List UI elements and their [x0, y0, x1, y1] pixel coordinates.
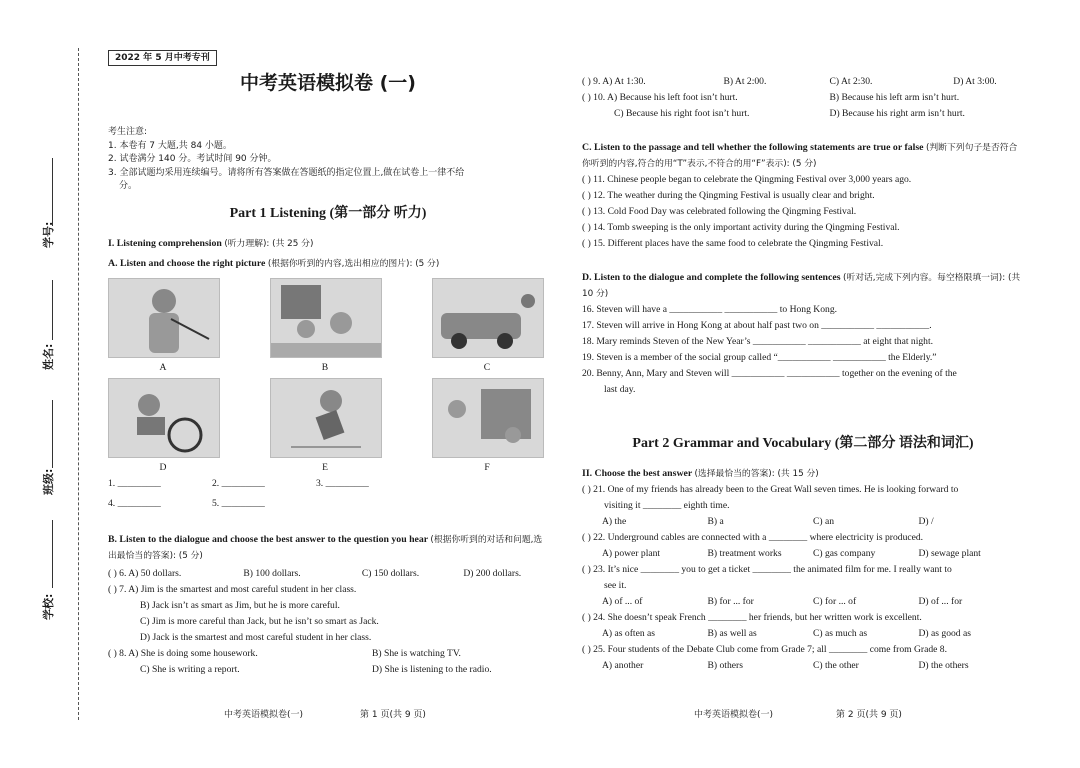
section-b-title: B. Listen to the dialogue and choose the best answer to the question you hear	[108, 533, 428, 545]
notice-line: 分。	[119, 181, 138, 191]
q22-stem: ( ) 22. Underground cables are connected with a ________ where electricity is produced.	[582, 532, 924, 543]
blank-2: 2. _________	[212, 477, 265, 489]
q21-option-c: C) an	[813, 516, 835, 527]
q7-option-b: B) Jack isn’t as smart as Jim, but he is more careful.	[140, 599, 340, 611]
question-23	[582, 562, 1024, 610]
question-14: ( ) 14. Tomb sweeping is the only important activity during the Qingming Festival.	[582, 222, 900, 233]
picture-b-family-window	[270, 278, 382, 358]
question-6	[108, 566, 548, 582]
q9-option-b: B) At 2:00.	[723, 76, 767, 87]
question-16: 16. Steven will have a ___________ ___________ to Hong Kong.	[582, 304, 838, 315]
q24-stem: ( ) 24. She doesn’t speak French ________ her friends, but her written work is excellent.	[582, 612, 922, 623]
picture-a-label: A	[159, 361, 167, 373]
q7-option-a: ( ) 7. A) Jim is the smartest and most careful student in her class.	[108, 583, 357, 595]
q22-option-a: A) power plant	[602, 548, 661, 559]
q24-option-c: C) as much as	[813, 628, 868, 639]
picture-d-label: D	[159, 461, 167, 473]
q6-option-d: D) 200 dollars.	[463, 567, 522, 579]
question-17: 17. Steven will arrive in Hong Kong at about half past two on ___________ ___________.	[582, 320, 932, 331]
question-22	[582, 530, 1024, 562]
notice-line: 1. 本卷有 7 大题,共 84 小题。	[108, 140, 232, 151]
q9-option-c: C) At 2:30.	[829, 76, 873, 87]
page-2-footer-title: 中考英语模拟卷(一)	[694, 710, 774, 720]
true-false-list	[582, 172, 1024, 252]
question-21	[582, 482, 1024, 530]
name-line	[52, 280, 53, 340]
picture-f-kids-boxes	[432, 378, 544, 458]
section-d-note: (听对话,完成下列内容。每空格限填一词): (共 10 分)	[582, 273, 1021, 299]
section-a-note: (根据你听到的内容,选出相应的图片): (5 分)	[267, 258, 440, 269]
q10-option-a: ( ) 10. A) Because his left foot isn’t hurt.	[582, 92, 738, 103]
question-12: ( ) 12. The weather during the Qingming Festival is usually clear and bright.	[582, 190, 875, 201]
q10-option-d: D) Because his right arm isn’t hurt.	[829, 108, 965, 119]
binding-margin	[0, 0, 84, 768]
question-18: 18. Mary reminds Steven of the New Year’s ___________ ___________ at eight that night.	[582, 336, 934, 347]
q10-option-c: C) Because his right foot isn’t hurt.	[614, 108, 750, 119]
section-c-note: (判断下列句子是否符合你听到的内容,符合的用“T”表示,不符合的用“F”表示): (5 分)	[582, 143, 1018, 169]
student-id-label: 学号:	[42, 221, 55, 248]
page-1-footer-title: 中考英语模拟卷(一)	[224, 710, 304, 720]
section-a-title: A. Listen and choose the right picture	[108, 257, 266, 269]
question-7	[108, 582, 548, 646]
question-8	[108, 646, 548, 678]
school-label: 学校:	[42, 593, 55, 620]
q23-stem: ( ) 23. It’s nice ________ you to get a ticket ________ the animated film for me. I really want to	[582, 564, 952, 575]
q8-option-b: B) She is watching TV.	[372, 647, 461, 659]
q24-option-d: D) as good as	[918, 628, 971, 639]
q21-option-a: A) the	[602, 516, 627, 527]
q6-option-a: ( ) 6. A) 50 dollars.	[108, 567, 182, 579]
picture-answer-blanks	[108, 476, 548, 512]
q7-option-c: C) Jim is more careful than Jack, but he isn’t so smart as Jack.	[140, 615, 379, 627]
q24-option-a: A) as often as	[602, 628, 656, 639]
question-9	[582, 74, 1024, 90]
section-ii-note: (选择最恰当的答案): (共 15 分)	[694, 469, 819, 479]
question-25	[582, 642, 1024, 674]
picture-d-boy-bike	[108, 378, 220, 458]
q25-option-d: D) the others	[918, 660, 969, 671]
picture-e-boy-slipping	[270, 378, 382, 458]
picture-c-car-repair	[432, 278, 544, 358]
q22-option-c: C) gas company	[813, 548, 876, 559]
notice-line: 2. 试卷满分 140 分。考试时间 90 分钟。	[108, 154, 277, 164]
section-i-title: I. Listening comprehension	[108, 237, 222, 249]
q21-stem-cont: visiting it ________ eighth time.	[604, 500, 730, 511]
class-line	[52, 400, 53, 468]
q23-option-c: C) for ... of	[813, 596, 857, 607]
section-c-title: C. Listen to the passage and tell whether the following statements are true or false	[582, 142, 924, 153]
section-ii-title: II. Choose the best answer	[582, 468, 693, 479]
q21-option-b: B) a	[707, 516, 724, 527]
q8-option-d: D) She is listening to the radio.	[372, 663, 492, 675]
question-10	[582, 90, 1024, 122]
blank-5: 5. _________	[212, 497, 265, 509]
notice-heading: 考生注意:	[108, 127, 148, 137]
part1-title: Part 1 Listening (第一部分 听力)	[229, 205, 427, 221]
section-i-note: (听力理解): (共 25 分)	[224, 238, 314, 249]
q23-option-a: A) of ... of	[602, 596, 643, 607]
picture-e-label: E	[322, 461, 328, 473]
question-20: 20. Benny, Ann, Mary and Steven will ___________ ___________ together on the evening of the	[582, 368, 957, 379]
page-1-footer-page: 第 1 页(共 9 页)	[360, 710, 426, 720]
q8-option-a: ( ) 8. A) She is doing some housework.	[108, 647, 258, 659]
section-b-note: (根据你听到的对话和问题,选出最恰当的答案): (5 分)	[108, 534, 543, 561]
question-15: ( ) 15. Different places have the same food to celebrate the Qingming Festival.	[582, 238, 884, 249]
question-19: 19. Steven is a member of the social group called “___________ ___________ the Elderly.”	[582, 352, 937, 363]
section-ii-heading	[582, 466, 1024, 482]
page-1	[108, 50, 548, 678]
q9-option-d: D) At 3:00.	[953, 76, 997, 87]
section-d-title: D. Listen to the dialogue and complete the following sentences	[582, 272, 841, 283]
q10-option-b: B) Because his left arm isn’t hurt.	[829, 92, 960, 103]
section-d-heading	[582, 270, 1024, 302]
q25-option-b: B) others	[707, 660, 743, 671]
exam-title: 中考英语模拟卷 (一)	[240, 72, 416, 94]
name-label: 姓名:	[42, 343, 55, 370]
q6-option-c: C) 150 dollars.	[361, 567, 420, 579]
part2-title: Part 2 Grammar and Vocabulary (第二部分 语法和词汇)	[632, 436, 974, 451]
picture-a-girl-violin	[108, 278, 220, 358]
notice-box	[108, 126, 548, 194]
page-2-footer-page: 第 2 页(共 9 页)	[836, 710, 902, 720]
q21-stem: ( ) 21. One of my friends has already been to the Great Wall seven times. He is looking forward to	[582, 484, 959, 495]
fill-in-list	[582, 302, 1024, 398]
section-i-heading	[108, 236, 548, 252]
q25-option-a: A) another	[602, 660, 644, 671]
picture-grid	[108, 278, 548, 473]
q6-option-b: B) 100 dollars.	[243, 567, 301, 579]
q25-option-c: C) the other	[813, 660, 859, 671]
question-11: ( ) 11. Chinese people began to celebrate the Qingming Festival over 3,000 years ago.	[582, 174, 912, 185]
question-20-cont: last day.	[604, 384, 636, 395]
q22-option-b: B) treatment works	[707, 548, 782, 559]
section-b-heading	[108, 532, 548, 564]
class-label: 班级:	[42, 468, 55, 495]
q23-stem-cont: see it.	[604, 580, 627, 591]
section-c-heading	[582, 140, 1024, 172]
q7-option-d: D) Jack is the smartest and most careful student in her class.	[140, 631, 372, 643]
picture-f-label: F	[484, 461, 490, 473]
q8-option-c: C) She is writing a report.	[140, 663, 240, 675]
section-a-heading	[108, 256, 548, 272]
issue-tag: 2022 年 5 月中考专刊	[108, 50, 217, 66]
question-24	[582, 610, 1024, 642]
q25-stem: ( ) 25. Four students of the Debate Club come from Grade 7; all ________ come from Grade 8.	[582, 644, 948, 655]
fold-line	[78, 48, 79, 720]
question-13: ( ) 13. Cold Food Day was celebrated following the Qingming Festival.	[582, 206, 857, 217]
page-2	[582, 74, 1024, 674]
q22-option-d: D) sewage plant	[918, 548, 981, 559]
q23-option-d: D) of ... for	[918, 596, 963, 607]
q9-option-a: ( ) 9. A) At 1:30.	[582, 76, 646, 87]
student-id-line	[52, 158, 53, 226]
notice-line: 3. 全部试题均采用连续编号。请将所有答案做在答题纸的指定位置上,做在试卷上一律不给	[108, 167, 465, 178]
q23-option-b: B) for ... for	[707, 596, 754, 607]
blank-1: 1. _________	[108, 477, 161, 489]
picture-b-label: B	[321, 361, 329, 373]
picture-c-label: C	[483, 361, 491, 373]
school-line	[52, 520, 53, 588]
q21-option-d: D) /	[918, 516, 934, 527]
blank-3: 3. _________	[316, 477, 369, 489]
blank-4: 4. _________	[108, 497, 161, 509]
q24-option-b: B) as well as	[707, 628, 757, 639]
